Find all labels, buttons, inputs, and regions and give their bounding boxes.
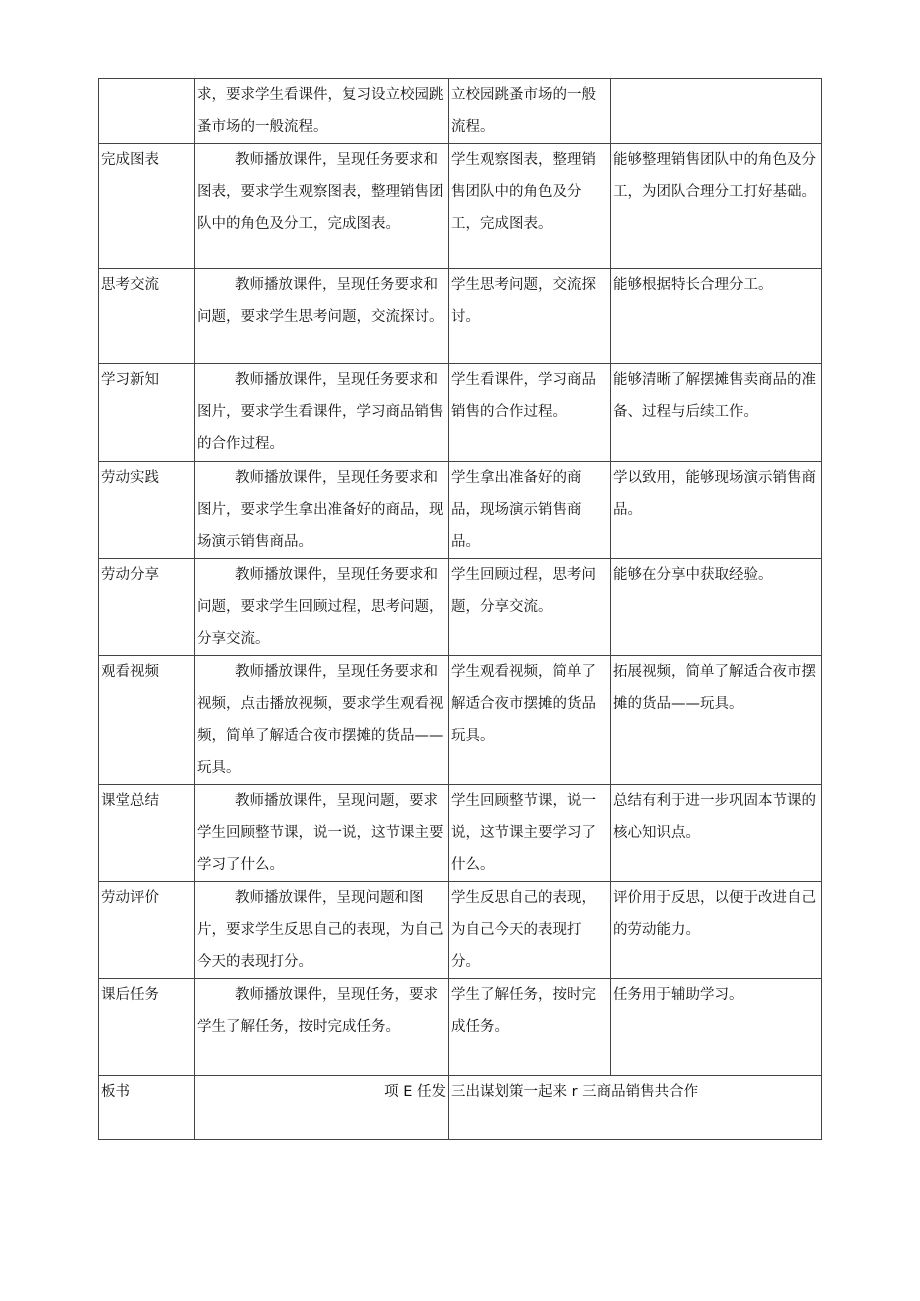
student-activity-cell: 学生看课件，学习商品销售的合作过程。 [449,364,611,462]
stage-cell: 劳动分享 [99,559,195,656]
design-intent-cell: 学以致用，能够现场演示销售商品。 [611,462,822,559]
design-intent-cell: 总结有利于进一步巩固本节课的核心知识点。 [611,785,822,882]
teacher-activity-cell [195,364,449,462]
teacher-activity-cell [195,559,449,656]
student-activity-cell: 学生拿出准备好的商品，现场演示销售商品。 [449,462,611,559]
table-row [99,785,822,882]
teacher-activity-cell [195,785,449,882]
stage-cell: 思考交流 [99,269,195,364]
stage-cell: 学习新知 [99,364,195,462]
design-intent-cell: 能够清晰了解摆摊售卖商品的准备、过程与后续工作。 [611,364,822,462]
stage-cell: 完成图表 [99,144,195,269]
teacher-activity-text: 教师播放课件，呈现任务要求和图片，要求学生看课件，学习商品销售的合作过程。 [197,372,444,452]
teacher-activity-cell [195,462,449,559]
board-label-cell: 板书 [99,1076,195,1140]
student-activity-cell: 立校园跳蚤市场的一般流程。 [449,79,611,144]
teacher-activity-text: 教师播放课件，呈现任务要求和问题，要求学生思考问题，交流探讨。 [197,277,444,325]
design-intent-cell: 拓展视频，简单了解适合夜市摆摊的货品——玩具。 [611,656,822,785]
teacher-activity-text: 教师播放课件，呈现任务，要求学生了解任务，按时完成任务。 [197,987,438,1035]
student-activity-cell: 学生观看视频，简单了解适合夜市摆摊的货品玩具。 [449,656,611,785]
board-row [99,1076,822,1140]
teacher-activity-cell: 求，要求学生看课件，复习设立校园跳蚤市场的一般流程。 [195,79,449,144]
teacher-activity-cell [195,979,449,1076]
design-intent-cell: 能够整理销售团队中的角色及分工，为团队合理分工打好基础。 [611,144,822,269]
table-row [99,559,822,656]
table-row [99,144,822,269]
table-row [99,979,822,1076]
table-row [99,882,822,979]
teacher-activity-text: 教师播放课件，呈现任务要求和问题，要求学生回顾过程，思考问题，分享交流。 [197,567,444,647]
table-row [99,656,822,785]
table-row [99,364,822,462]
teacher-activity-cell [195,144,449,269]
teacher-activity-text: 教师播放课件，呈现任务要求和图片，要求学生拿出准备好的商品，现场演示销售商品。 [197,470,444,550]
teacher-activity-text: 教师播放课件，呈现问题，要求学生回顾整节课，说一说，这节课主要学习了什么。 [197,793,444,873]
student-activity-cell: 学生观察图表，整理销售团队中的角色及分工，完成图表。 [449,144,611,269]
lesson-plan-table [98,78,822,1140]
design-intent-cell: 任务用于辅助学习。 [611,979,822,1076]
student-activity-cell: 学生回顾过程，思考问题，分享交流。 [449,559,611,656]
stage-cell: 劳动评价 [99,882,195,979]
board-left-cell: 项 E 任发 [195,1076,449,1140]
teacher-activity-cell [195,269,449,364]
table-row [99,269,822,364]
teacher-activity-text: 教师播放课件，呈现任务要求和图表，要求学生观察图表，整理销售团队中的角色及分工，完成图表。 [197,152,444,232]
teacher-activity-cell [195,656,449,785]
teacher-activity-text: 教师播放课件，呈现问题和图片，要求学生反思自己的表现，为自己今天的表现打分。 [197,890,444,970]
stage-cell: 课后任务 [99,979,195,1076]
design-intent-cell: 能够在分享中获取经验。 [611,559,822,656]
stage-cell: 劳动实践 [99,462,195,559]
design-intent-cell [611,79,822,144]
student-activity-cell: 学生反思自己的表现，为自己今天的表现打分。 [449,882,611,979]
stage-cell: 课堂总结 [99,785,195,882]
teacher-activity-cell [195,882,449,979]
stage-cell: 观看视频 [99,656,195,785]
student-activity-cell: 学生了解任务，按时完成任务。 [449,979,611,1076]
stage-cell [99,79,195,144]
table-row [99,79,822,144]
table-row [99,462,822,559]
design-intent-cell: 能够根据特长合理分工。 [611,269,822,364]
student-activity-cell: 学生回顾整节课，说一说，这节课主要学习了什么。 [449,785,611,882]
design-intent-cell: 评价用于反思，以便于改进自己的劳动能力。 [611,882,822,979]
teacher-activity-text: 教师播放课件，呈现任务要求和视频，点击播放视频，要求学生观看视频，简单了解适合夜市摆摊的货品——玩具。 [197,664,444,776]
board-right-cell: 三出谋划策一起来 r 三商品销售共合作 [449,1076,822,1140]
student-activity-cell: 学生思考问题，交流探讨。 [449,269,611,364]
